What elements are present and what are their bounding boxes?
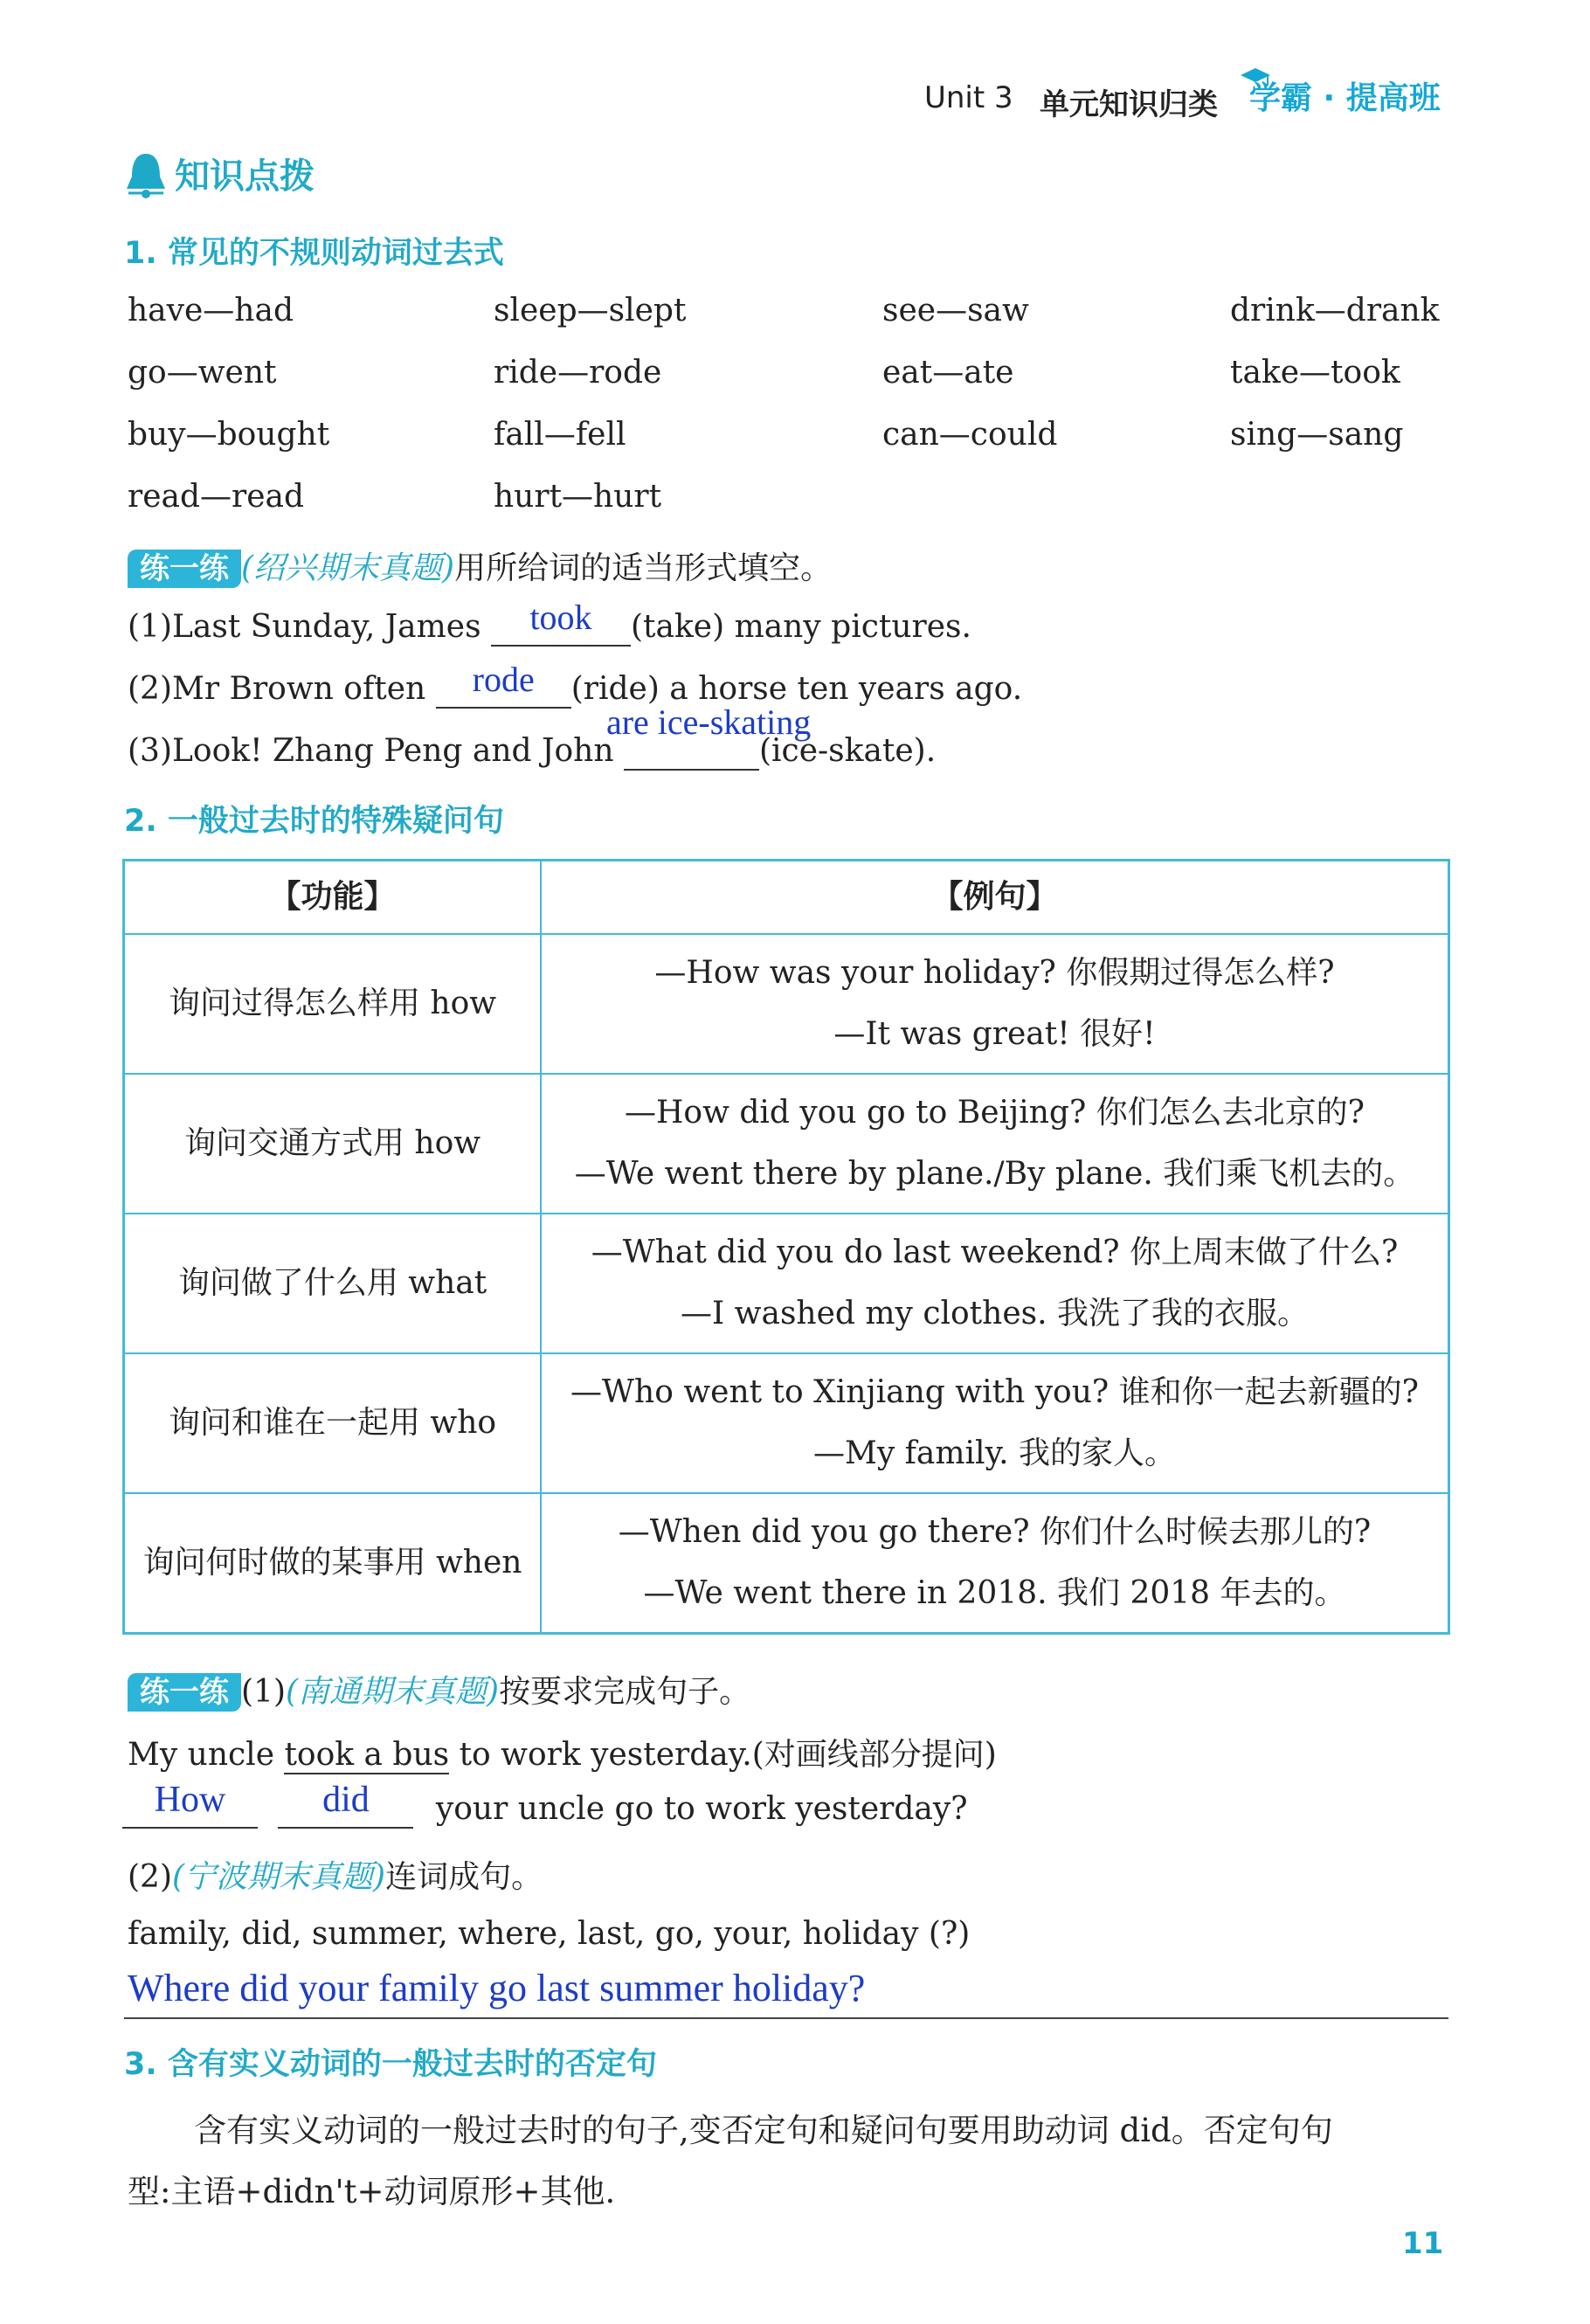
handwritten-answer: took [529,598,592,637]
function-cell: 询问过得怎么样用 how [124,934,542,1074]
sec3-title: 3. 含有实义动词的一般过去时的否定句 [124,2047,657,2082]
handwritten-answer: rode [472,660,535,699]
sec2-title: 2. 一般过去时的特殊疑问句 [124,804,504,839]
instruction: 按要求完成句子。 [499,1674,751,1710]
handwritten-answer: did [322,1780,370,1820]
example-line: —What did you do last weekend? 你上周末做了什么? [591,1235,1399,1270]
sentence-text: to work yesterday. [459,1737,752,1773]
table-row [124,1074,1449,1214]
instruction: 用所给词的适当形式填空。 [454,550,833,586]
practice-badge: 练一练 [128,550,241,588]
brand-logo: 学霸 · 提高班 [1249,80,1441,116]
answer-blank [436,660,571,709]
example-line: —It was great! 很好! [833,1016,1156,1052]
sentence-text: My uncle [128,1737,274,1773]
verb-item: can—could [882,417,1058,453]
example-line: —Who went to Xinjiang with you? 谁和你一起去新疆的? [570,1374,1419,1410]
verb-item: have—had [128,293,294,329]
instruction: 连词成句。 [385,1859,543,1895]
example-cell [541,1214,1449,1353]
header-title: 单元知识归类 [1040,87,1218,122]
practice2-answer-line [122,1780,968,1829]
note-text: (对画线部分提问) [751,1737,997,1773]
table-row [124,934,1449,1074]
handwritten-answer: are ice-skating [605,702,812,742]
bell-icon [124,150,168,199]
example-line: —We went there in 2018. 我们 2018 年去的。 [643,1574,1346,1611]
verb-item: drink—drank [1230,293,1440,329]
practice2-header [128,1667,750,1712]
word-list: family, did, summer, where, last, go, your, holiday (?) [128,1916,971,1952]
verb-item: eat—ate [882,355,1014,391]
function-cell: 询问做了什么用 what [124,1214,542,1353]
item-text: (3)Look! Zhang Peng and John [128,733,614,769]
section-heading: 知识点拨 [175,156,315,197]
example-cell [541,1353,1449,1493]
source-label: (宁波期末真题) [172,1859,386,1895]
practice1-item-1 [128,598,971,647]
answer-blank [278,1780,413,1829]
example-line: —How did you go to Beijing? 你们怎么去北京的? [625,1095,1365,1131]
handwritten-answer: How [154,1780,226,1820]
table-row [124,1353,1449,1493]
verb-item: see—saw [882,293,1029,329]
item-text: (take) many pictures. [631,609,971,645]
answer-blank [491,598,631,647]
answer-blank [122,1780,258,1829]
example-cell [541,1493,1449,1633]
verb-item: sleep—slept [494,293,687,329]
practice-badge: 练一练 [128,1673,241,1712]
practice2-q2-header [128,1852,543,1897]
underlined-phrase: took a bus [284,1737,450,1773]
table-row [124,1214,1449,1353]
verb-item: fall—fell [494,417,626,453]
example-line: —My family. 我的家人。 [812,1435,1177,1471]
practice1-item-2 [128,660,1023,709]
example-line: —We went there by plane./By plane. 我们乘飞机去的。 [574,1156,1415,1192]
table-header-example: 【例句】 [541,861,1449,935]
verb-item: ride—rode [494,355,662,391]
item-text: (ice-skate). [758,733,937,769]
example-line: —How was your holiday? 你假期过得怎么样? [654,955,1335,991]
verb-item: take—took [1230,355,1400,391]
source-label: (南通期末真题) [286,1674,500,1710]
sec3-paragraph-line: 型:主语+didn't+动词原形+其他. [128,2173,616,2210]
verb-item: buy—bought [128,417,330,453]
example-cell [541,1074,1449,1214]
practice1-header [128,543,832,588]
table-row [124,1493,1449,1633]
example-cell [541,934,1449,1074]
page-number: 11 [1402,2226,1444,2261]
practice2-sentence [128,1730,997,1774]
answer-line [124,2017,1448,2019]
function-cell: 询问何时做的某事用 when [124,1493,542,1633]
question-number: (1) [241,1674,286,1710]
verb-item: sing—sang [1230,417,1404,453]
function-cell: 询问交通方式用 how [124,1074,542,1214]
item-text: (ride) a horse ten years ago. [570,671,1023,707]
sec3-paragraph-line: 含有实义动词的一般过去时的句子,变否定句和疑问句要用助动词 did。否定句句 [194,2112,1333,2149]
function-cell: 询问和谁在一起用 who [124,1353,542,1493]
example-line: —I washed my clothes. 我洗了我的衣服。 [681,1296,1309,1331]
example-line: —When did you go there? 你们什么时候去那儿的? [618,1513,1372,1550]
table-header-function: 【功能】 [124,861,542,935]
item-text: (1)Last Sunday, James [128,609,481,645]
verb-item: read—read [128,479,305,515]
verb-item: hurt—hurt [494,479,662,515]
question-table [122,859,1450,1635]
sec1-title: 1. 常见的不规则动词过去式 [124,236,504,271]
question-number: (2) [128,1859,172,1895]
answer-blank [605,702,812,771]
header-unit: Unit 3 [924,80,1013,115]
source-label: (绍兴期末真题) [241,550,455,586]
handwritten-answer: Where did your family go last summer holiday? [128,1967,866,2009]
practice1-item-3 [128,702,937,771]
item-text: (2)Mr Brown often [128,671,426,707]
sentence-text: your uncle go to work yesterday? [435,1791,968,1827]
verb-item: go—went [128,355,277,391]
